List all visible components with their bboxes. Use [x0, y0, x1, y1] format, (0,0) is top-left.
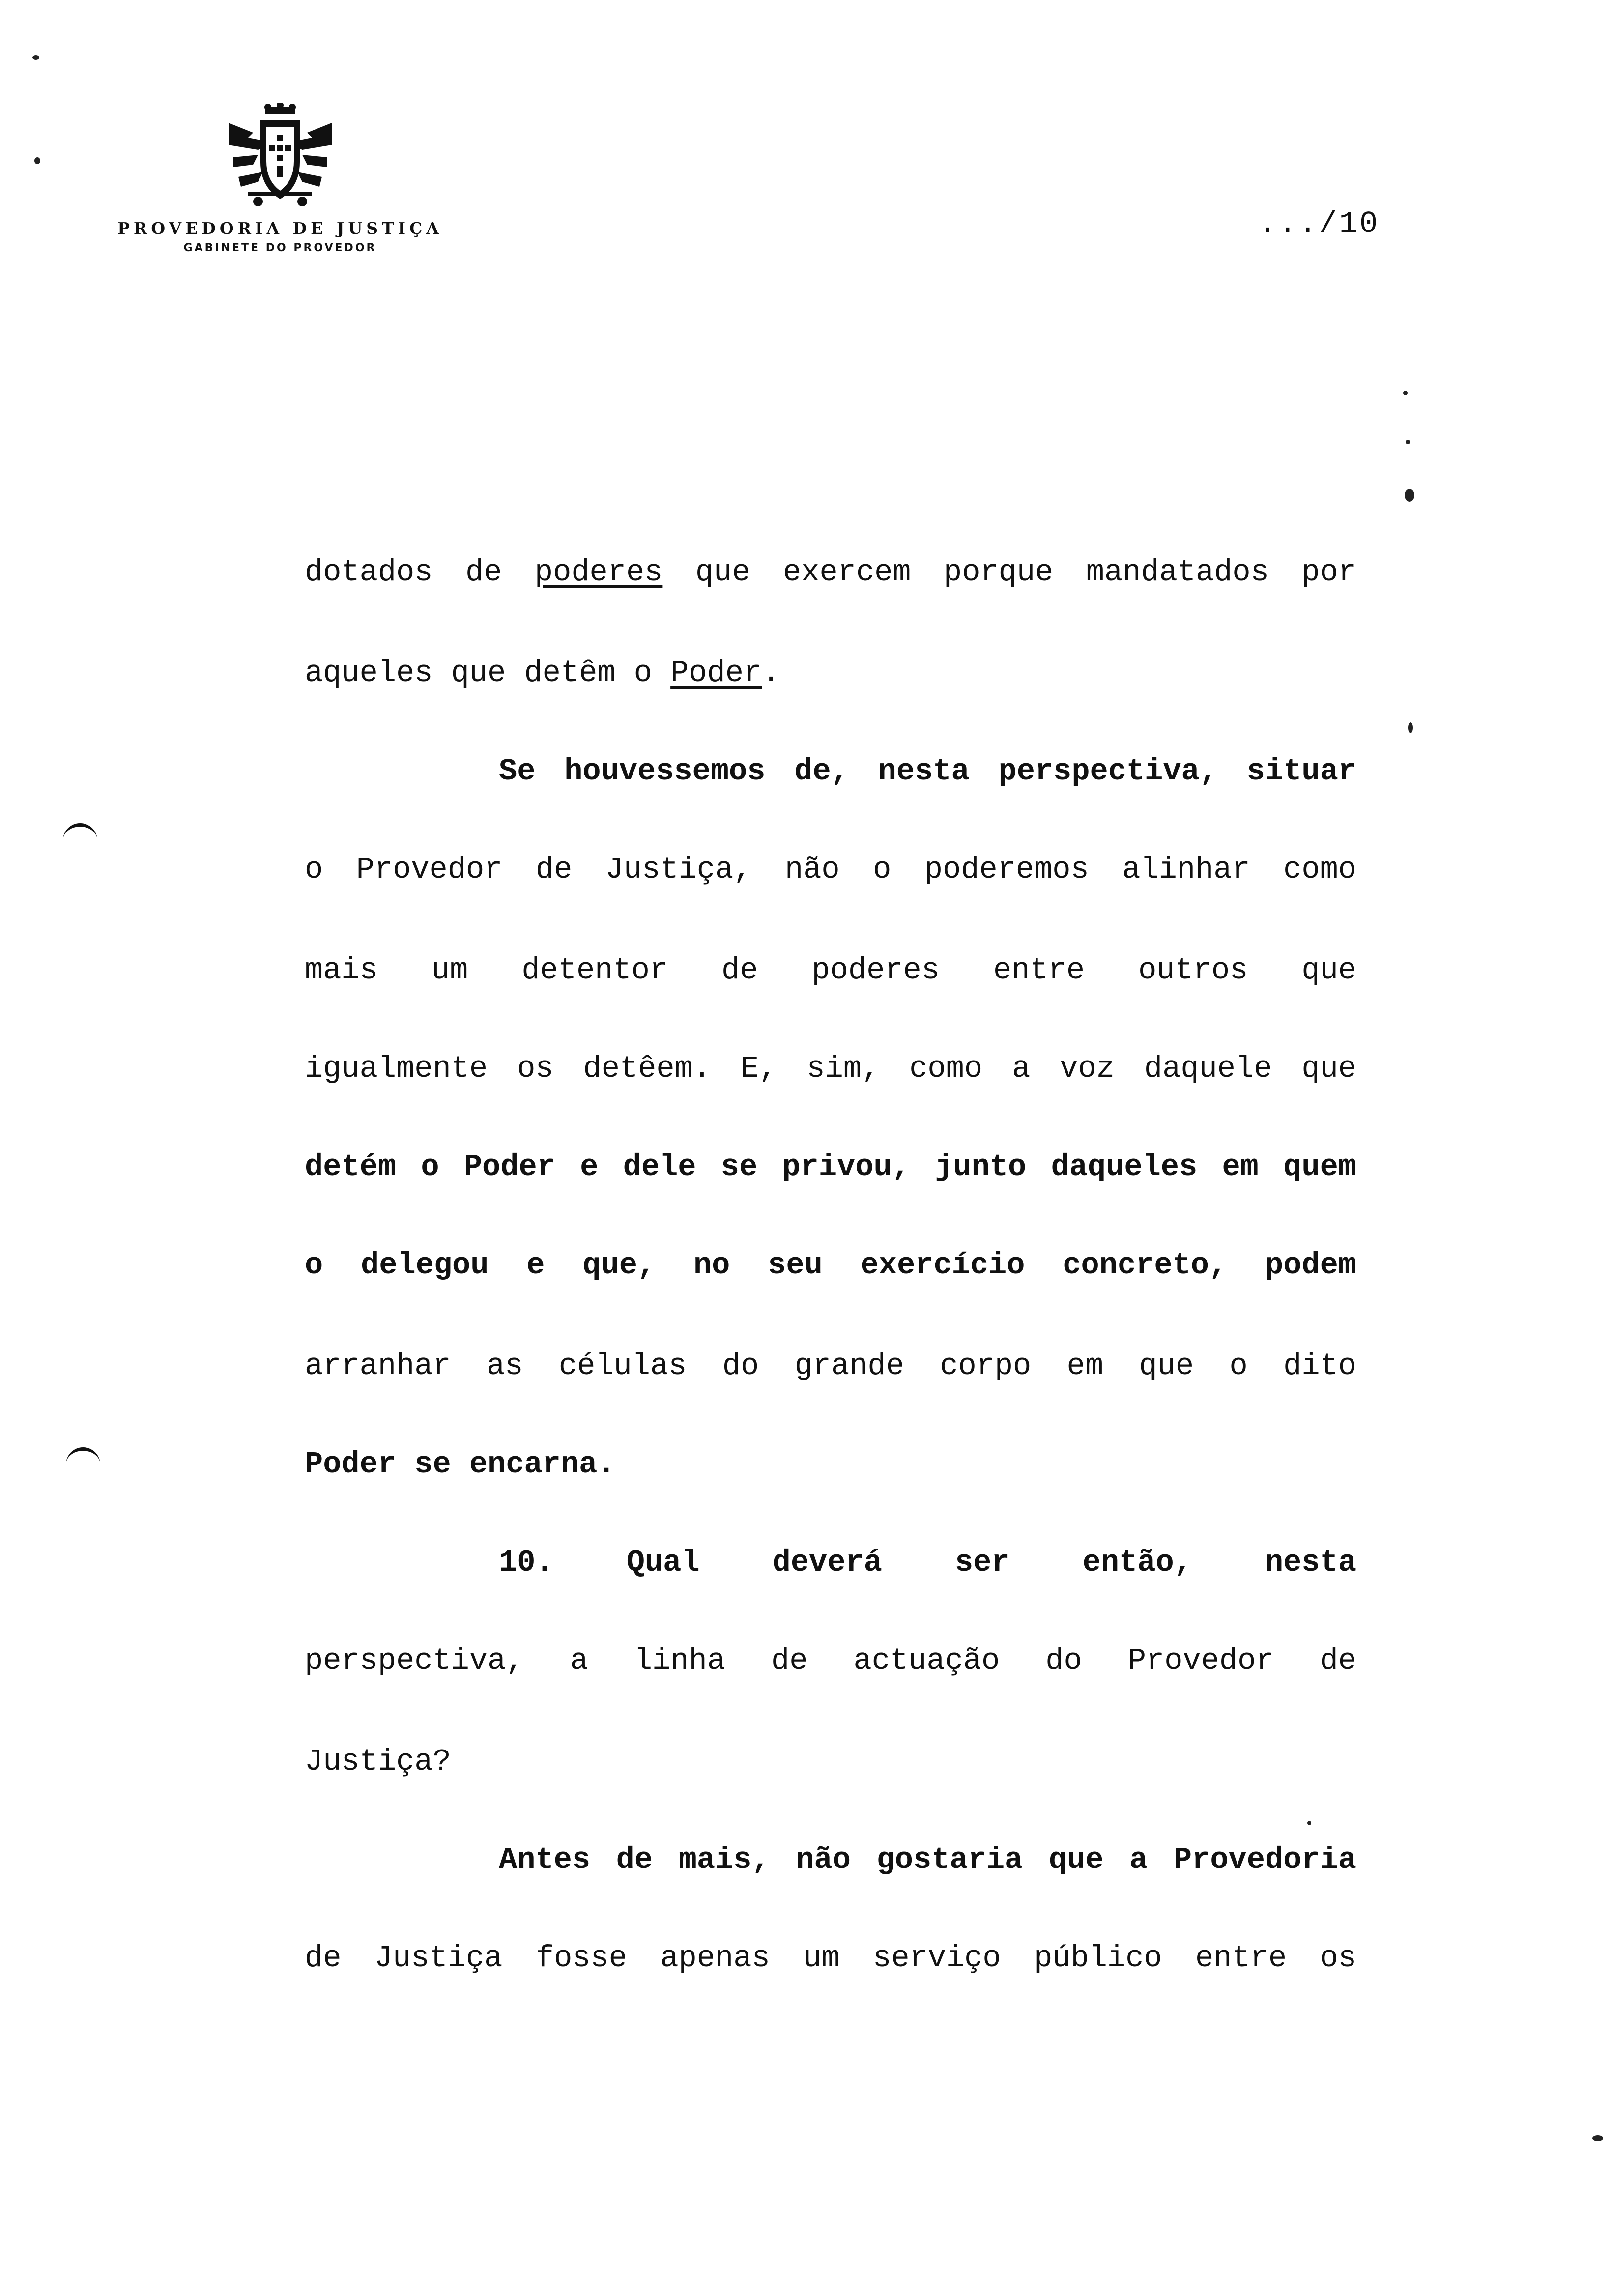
text-line [305, 1445, 1356, 1484]
letterhead [103, 103, 457, 254]
scan-speck [1307, 1821, 1311, 1825]
text-segment: que exercem porque mandatados por [662, 555, 1356, 590]
text-line [305, 1543, 1356, 1582]
coat-of-arms-icon [219, 103, 342, 209]
text-line [305, 1742, 1356, 1781]
text-line [305, 1840, 1356, 1880]
text-segment: arranhar as células do grande corpo em que o dito [305, 1349, 1356, 1383]
text-segment: Poder se encarna. [305, 1447, 616, 1482]
scan-speck [32, 55, 39, 60]
binding-hole-mark [66, 1447, 100, 1470]
text-line [305, 1347, 1356, 1386]
text-line [305, 752, 1356, 791]
text-line [305, 654, 1356, 693]
text-segment: perspectiva, a linha de actuação do Provedor de [305, 1643, 1356, 1678]
text-segment: . [762, 656, 780, 690]
text-segment: de Justiça fosse apenas um serviço público entre os [305, 1941, 1356, 1976]
text-segment: Se houvessemos de, nesta perspectiva, situar [499, 754, 1356, 789]
scan-speck [1405, 489, 1414, 502]
text-segment: dotados de [305, 555, 535, 590]
text-line [305, 1049, 1356, 1089]
text-segment: Justiça? [305, 1744, 451, 1779]
scan-speck [1408, 722, 1413, 733]
text-segment: mais um detentor de poderes entre outros que [305, 953, 1356, 988]
organization-department: GABINETE DO PROVEDOR [183, 242, 377, 254]
scan-speck [1406, 440, 1410, 444]
binding-hole-mark [63, 823, 97, 846]
underlined-term: poderes [534, 555, 663, 590]
text-segment: detém o Poder e dele se privou, junto daqueles em quem [305, 1149, 1356, 1184]
text-segment: 10. Qual deverá ser então, nesta [499, 1545, 1356, 1580]
scan-speck [1403, 391, 1408, 395]
scan-speck [34, 157, 40, 164]
text-line [305, 1148, 1356, 1187]
organization-name: PROVEDORIA DE JUSTIÇA [117, 219, 443, 238]
page-number: .../10 [1258, 206, 1380, 241]
text-line [305, 1246, 1356, 1285]
text-line [305, 553, 1356, 592]
text-line [305, 850, 1356, 890]
underlined-term: Poder [670, 656, 762, 690]
text-segment: o Provedor de Justiça, não o poderemos alinhar como [305, 852, 1356, 887]
text-line [305, 1641, 1356, 1681]
text-segment: igualmente os detêem. E, sim, como a voz daquele que [305, 1051, 1356, 1086]
text-line [305, 951, 1356, 990]
scan-speck [1592, 2135, 1603, 2141]
text-segment: o delegou e que, no seu exercício concreto, podem [305, 1248, 1356, 1283]
text-line [305, 1939, 1356, 1978]
text-segment: Antes de mais, não gostaria que a Provedoria [499, 1842, 1356, 1877]
text-segment: aqueles que detêm o [305, 656, 671, 690]
